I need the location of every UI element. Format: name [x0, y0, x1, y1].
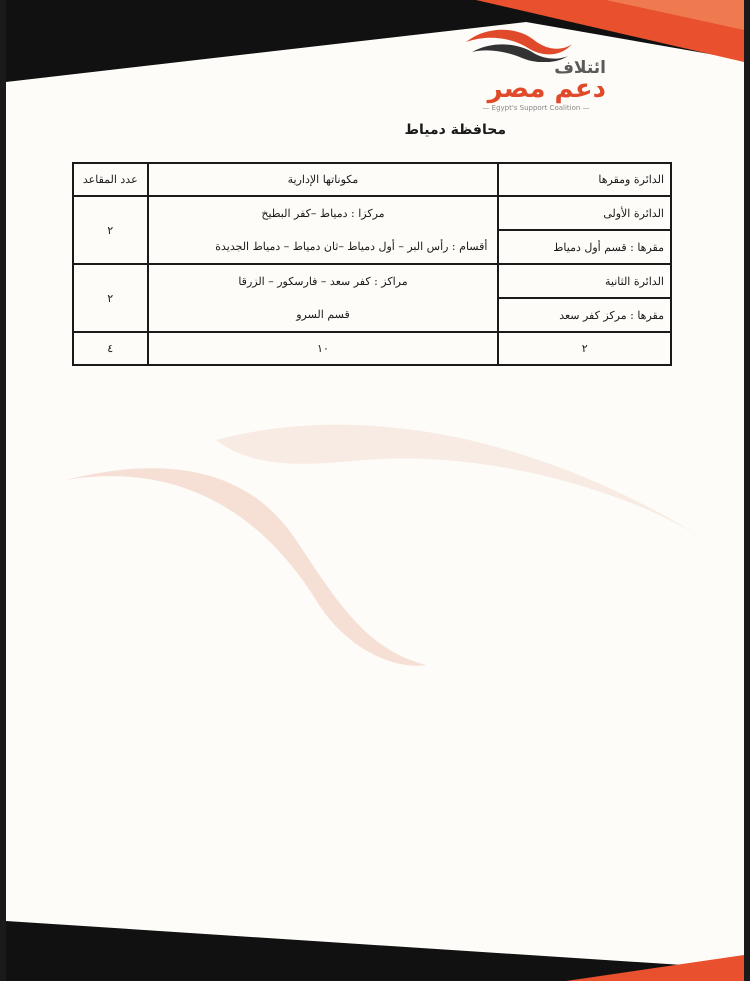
watermark-swoosh: [66, 400, 726, 680]
total-districts: ٢: [498, 332, 671, 365]
logo-main-text: دعم مصر: [487, 74, 606, 104]
seat-count: ٢: [73, 264, 148, 332]
document-page: [6, 0, 744, 981]
header-components: مكوناتها الإدارية: [148, 163, 499, 196]
footer-band: [6, 921, 744, 981]
header-band: [6, 0, 744, 90]
districts-table: [72, 162, 672, 366]
table-row: [73, 196, 671, 230]
components-line: أقسام : رأس البر – أول دمياط –ثان دمياط – دمياط الجديدة: [215, 240, 488, 253]
table-row: [73, 264, 671, 298]
header-district: الدائرة ومقرها: [498, 163, 671, 196]
total-seats: ٤: [73, 332, 148, 365]
district-components: [148, 196, 499, 264]
district-hq: مقرها : قسم أول دمياط: [498, 230, 671, 264]
logo-english-subtitle: — Egypt's Support Coalition —: [482, 104, 590, 112]
district-name: الدائرة الثانية: [498, 264, 671, 298]
coalition-logo: [456, 22, 626, 114]
components-line: مراكز : كفر سعد – فارسكور – الزرقا: [238, 275, 408, 288]
total-components: ١٠: [148, 332, 499, 365]
logo-top-text: ائتلاف: [554, 58, 606, 78]
district-name: الدائرة الأولى: [498, 196, 671, 230]
components-line: قسم السرو: [296, 308, 350, 321]
page-title: محافظة دمياط: [404, 122, 506, 138]
district-hq: مقرها : مركز كفر سعد: [498, 298, 671, 332]
table-header-row: [73, 163, 671, 196]
district-components: [148, 264, 499, 332]
totals-row: [73, 332, 671, 365]
header-seats: عدد المقاعد: [73, 163, 148, 196]
logo-wave-icon: [464, 22, 574, 62]
components-line: مركزا : دمياط –كفر البطيخ: [261, 207, 385, 220]
seat-count: ٢: [73, 196, 148, 264]
